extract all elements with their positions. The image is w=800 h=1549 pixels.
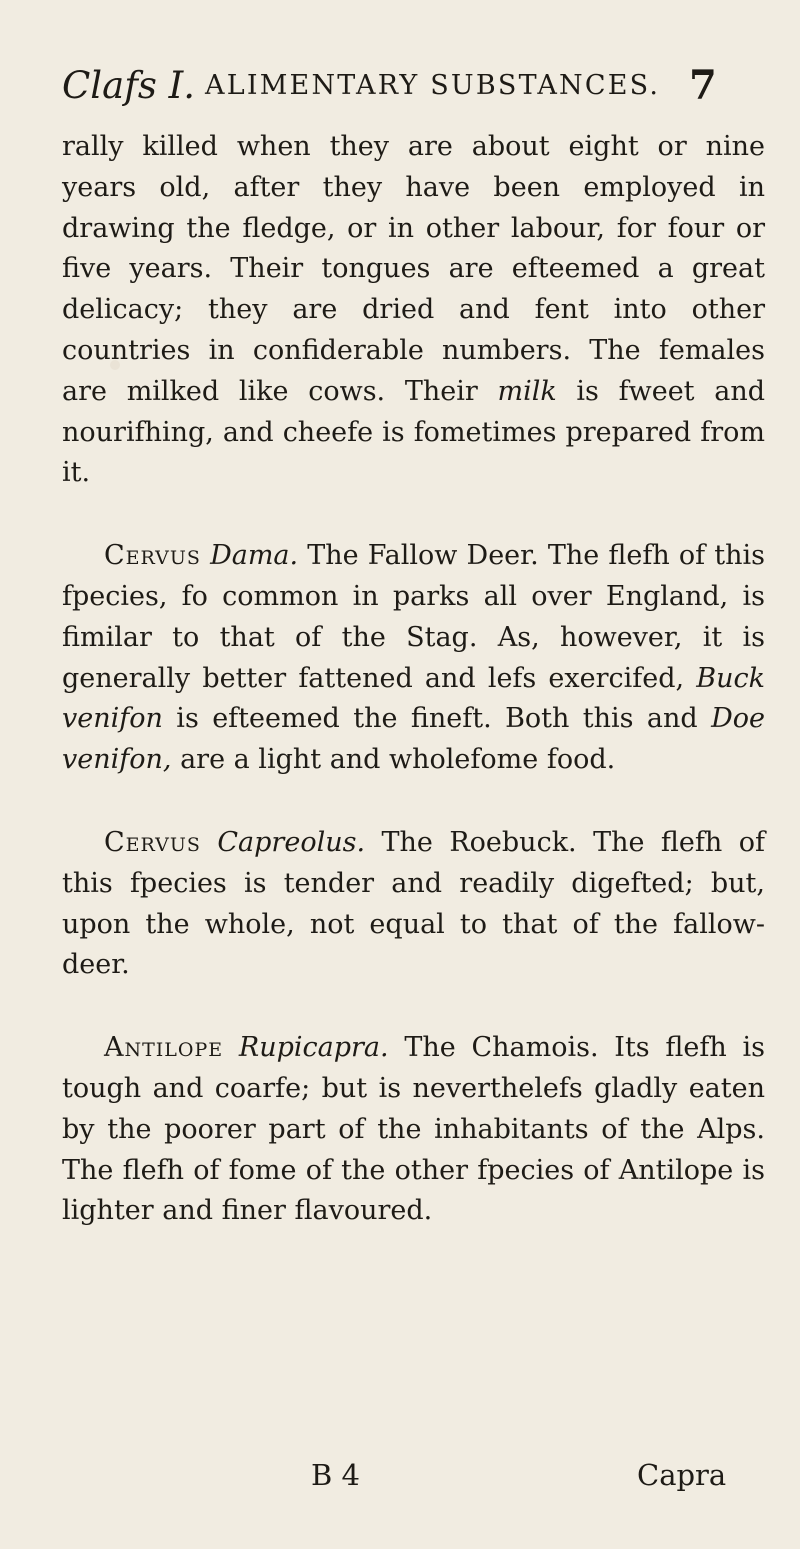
page-body [62, 127, 765, 1274]
buck-venison-term: Buck venifon [62, 662, 765, 735]
genus-cervus-dama: Cervus [104, 540, 201, 572]
cervus-capreolus-text: The Roebuck. The flefh of this fpecies is tender and readily digefted; but, upon the whole, not equal to that of the fallow-deer. [62, 826, 765, 981]
catchword: Capra [637, 1458, 727, 1492]
running-head-left: Clafs I. [62, 64, 196, 107]
species-dama: Dama. [210, 540, 299, 572]
paragraph-1-text-1: rally killed when they are about eight or nine years old, after they have been employed in drawing the fledge, or in other labour, for four or five years. Their tongues are efteemed a great delicacy; they are dried and fent into other countries in confiderable numbers. The females are milked like cows. Their [62, 131, 765, 407]
page-footer [0, 1450, 800, 1500]
cervus-dama-text-1: The Fallow Deer. The flefh of this fpecies, fo common in parks all over England, is fimilar to that of the Stag. As, however, it is generally better fattened and lefs exercifed, [62, 540, 765, 694]
genus-cervus-capreolus: Cervus [104, 826, 201, 858]
running-title: ALIMENTARY SUBSTANCES. [205, 70, 661, 101]
cervus-dama-text-2: is efteemed the fineft. Both this and [162, 703, 712, 735]
species-capreolus: Capreolus. [217, 826, 366, 858]
paragraph-1-text-2: is fweet and nourifhing, and cheefe is fometimes prepared from it. [62, 375, 765, 489]
genus-antilope: Antilope [104, 1032, 224, 1064]
printer-signature: B 4 [311, 1458, 360, 1492]
paragraph-cervus-dama [62, 536, 765, 781]
cervus-dama-text-3: are a light and wholefome food. [171, 744, 616, 776]
doe-venison-term: Doe venifon, [62, 703, 765, 776]
antilope-rupicapra-text: The Chamois. Its flefh is tough and coarfe; but is neverthelefs gladly eaten by the poorer part of the inhabitants of the Alps. The flefh of fome of the other fpecies of Antilope is lighter and finer flavoured. [62, 1032, 765, 1227]
species-rupicapra: Rupicapra. [238, 1032, 389, 1064]
paragraph-cervus-capreolus [62, 823, 765, 986]
paragraph-antilope-rupicapra [62, 1028, 765, 1232]
page-number: 7 [689, 62, 717, 109]
paragraph-1 [62, 127, 765, 494]
milk-term: milk [497, 375, 557, 407]
page-header [0, 56, 800, 116]
